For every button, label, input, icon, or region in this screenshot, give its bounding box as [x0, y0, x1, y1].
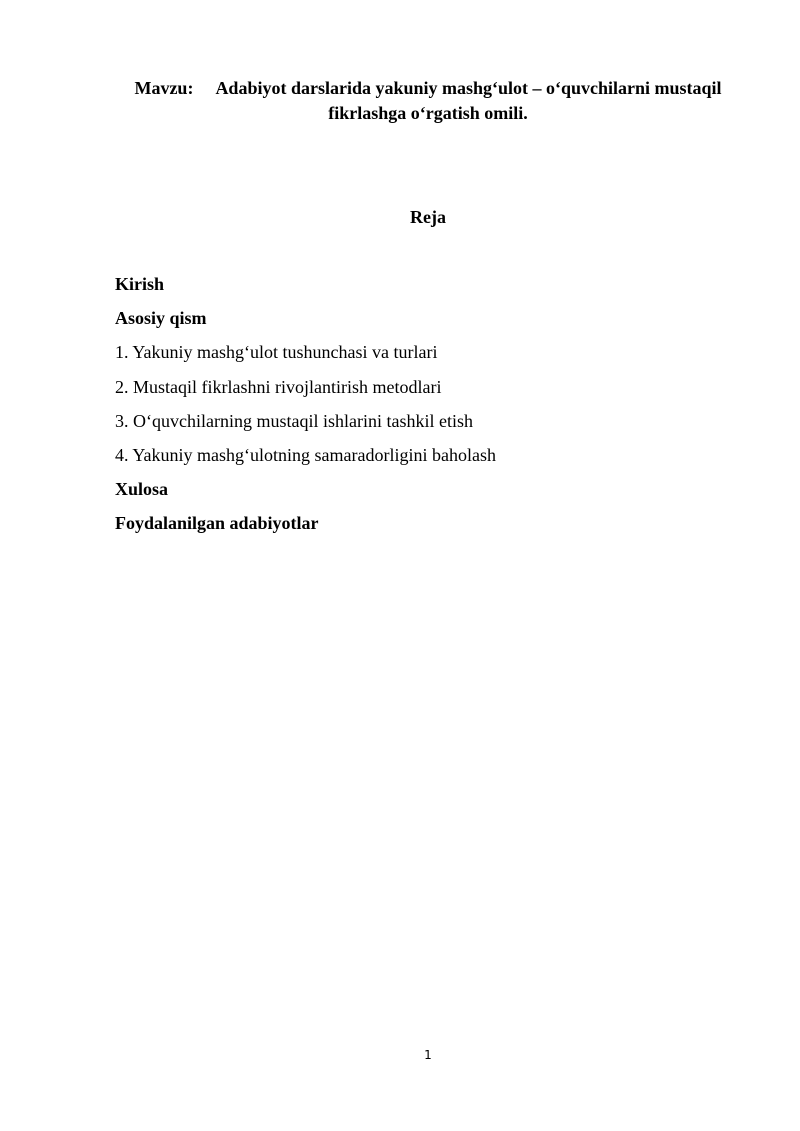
toc-item-1: 1. Yakuniy mashg‘ulot tushunchasi va turlari: [115, 342, 438, 363]
title-text: Adabiyot darslarida yakuniy mashg‘ulot – o‘quvchilarni mustaqil fikrlashga o‘rgatish omili.: [215, 78, 722, 123]
document-title: [115, 76, 741, 126]
toc-item-3: 3. O‘quvchilarning mustaqil ishlarini tashkil etish: [115, 410, 473, 431]
toc-item-4: 4. Yakuniy mashg‘ulotning samaradorligini baholash: [115, 444, 496, 465]
toc-item-references: Foydalanilgan adabiyotlar: [115, 513, 319, 534]
toc-item-2: 2. Mustaqil fikrlashni rivojlantirish metodlari: [115, 376, 442, 397]
toc-item-introduction: Kirish: [115, 274, 165, 294]
plan-heading: Reja: [410, 207, 446, 227]
table-of-contents: [115, 272, 755, 546]
title-label: Mavzu:: [134, 78, 194, 98]
toc-item-main-part: Asosiy qism: [115, 308, 207, 329]
page-number: 1: [424, 1048, 432, 1062]
toc-item-conclusion: Xulosa: [115, 479, 169, 500]
